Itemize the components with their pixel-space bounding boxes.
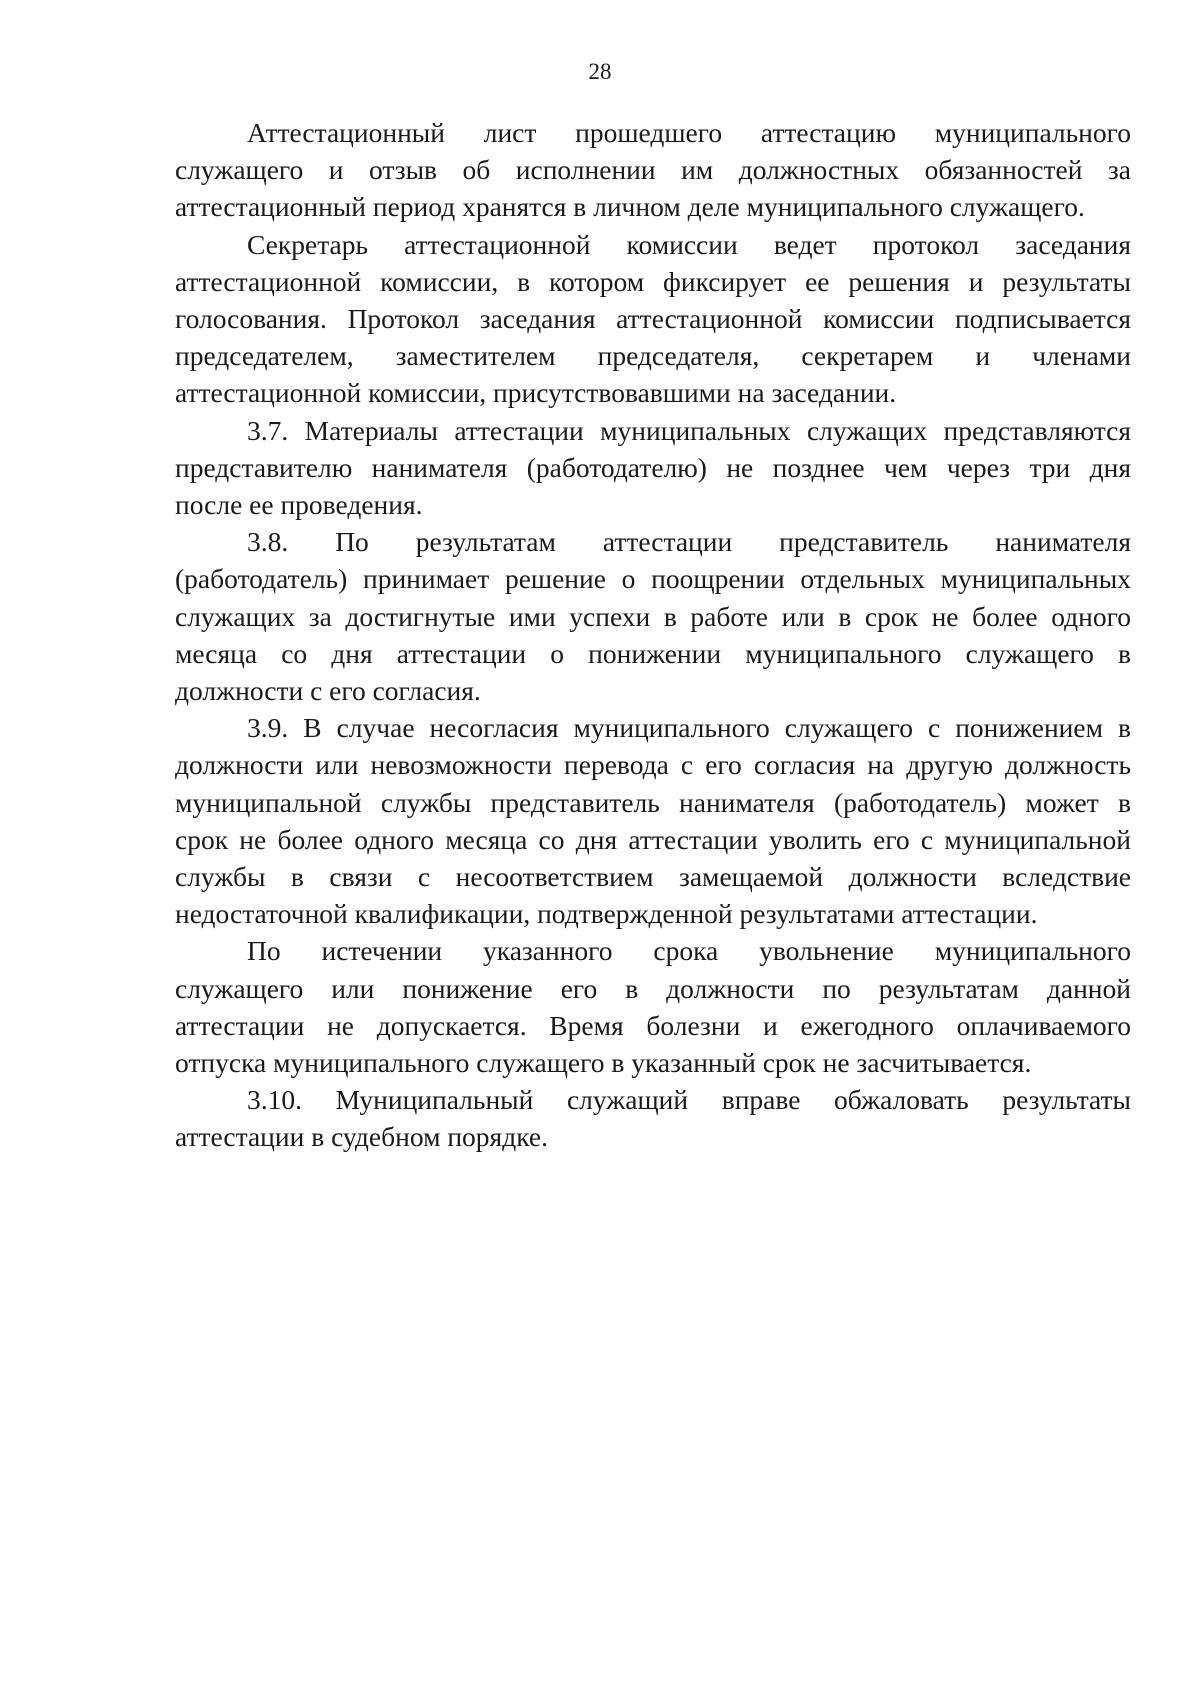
text-line: По истечении указанного срока увольнение муниципального xyxy=(247,935,1131,967)
text-line: служащих за достигнутые ими успехи в работе или в срок не более одного xyxy=(175,600,1131,632)
text-line: служащего и отзыв об исполнении им должностных обязанностей за xyxy=(175,154,1131,186)
text-line: голосования. Протокол заседания аттестационной комиссии подписывается xyxy=(175,303,1131,335)
text-line: 3.9. В случае несогласия муниципального служащего с понижением в xyxy=(247,712,1131,744)
text-line: аттестации не допускается. Время болезни и ежегодного оплачиваемого xyxy=(175,1009,1131,1041)
text-line: муниципальной службы представитель нанимателя (работодатель) может в xyxy=(175,786,1131,818)
text-line: после ее проведения. xyxy=(175,489,423,521)
text-line: председателем, заместителем председателя, секретарем и членами xyxy=(175,340,1131,372)
text-line: срок не более одного месяца со дня аттестации уволить его с муниципальной xyxy=(175,823,1131,855)
text-line: аттестационной комиссии, присутствовавшими на заседании. xyxy=(175,377,897,409)
text-line: аттестации в судебном порядке. xyxy=(175,1121,548,1153)
paragraph-3-10 xyxy=(175,1081,1131,1155)
document-body xyxy=(175,114,1131,1156)
text-line: представителю нанимателя (работодателю) не позднее чем через три дня xyxy=(175,451,1131,483)
text-line: службы в связи с несоответствием замещаемой должности вследствие xyxy=(175,861,1131,893)
text-line: 3.10. Муниципальный служащий вправе обжаловать результаты xyxy=(247,1084,1131,1116)
text-line: аттестационный период хранятся в личном деле муниципального служащего. xyxy=(175,191,1085,223)
text-line: (работодатель) принимает решение о поощрении отдельных муниципальных xyxy=(175,563,1131,595)
text-line: служащего или понижение его в должности по результатам данной xyxy=(175,972,1131,1004)
page-number: 28 xyxy=(588,59,612,84)
text-line: 3.8. По результатам аттестации представитель нанимателя xyxy=(247,526,1131,558)
text-line: Секретарь аттестационной комиссии ведет протокол заседания xyxy=(247,228,1131,260)
paragraph-3-9 xyxy=(175,709,1131,932)
paragraph-attestation-sheet xyxy=(175,114,1131,226)
text-line: месяца со дня аттестации о понижении муниципального служащего в xyxy=(175,637,1131,669)
text-line: должности или невозможности перевода с его согласия на другую должность xyxy=(175,749,1131,781)
paragraph-expiry xyxy=(175,932,1131,1081)
text-line: отпуска муниципального служащего в указанный срок не засчитывается. xyxy=(175,1047,1032,1079)
paragraph-3-8 xyxy=(175,523,1131,709)
text-line: аттестационной комиссии, в котором фиксирует ее решения и результаты xyxy=(175,265,1131,297)
text-line: должности с его согласия. xyxy=(175,675,481,707)
paragraph-secretary-protocol xyxy=(175,226,1131,412)
paragraph-3-7 xyxy=(175,412,1131,524)
text-line: недостаточной квалификации, подтвержденной результатами аттестации. xyxy=(175,898,1038,930)
text-line: Аттестационный лист прошедшего аттестацию муниципального xyxy=(247,117,1131,148)
text-line: 3.7. Материалы аттестации муниципальных служащих представляются xyxy=(247,414,1131,446)
